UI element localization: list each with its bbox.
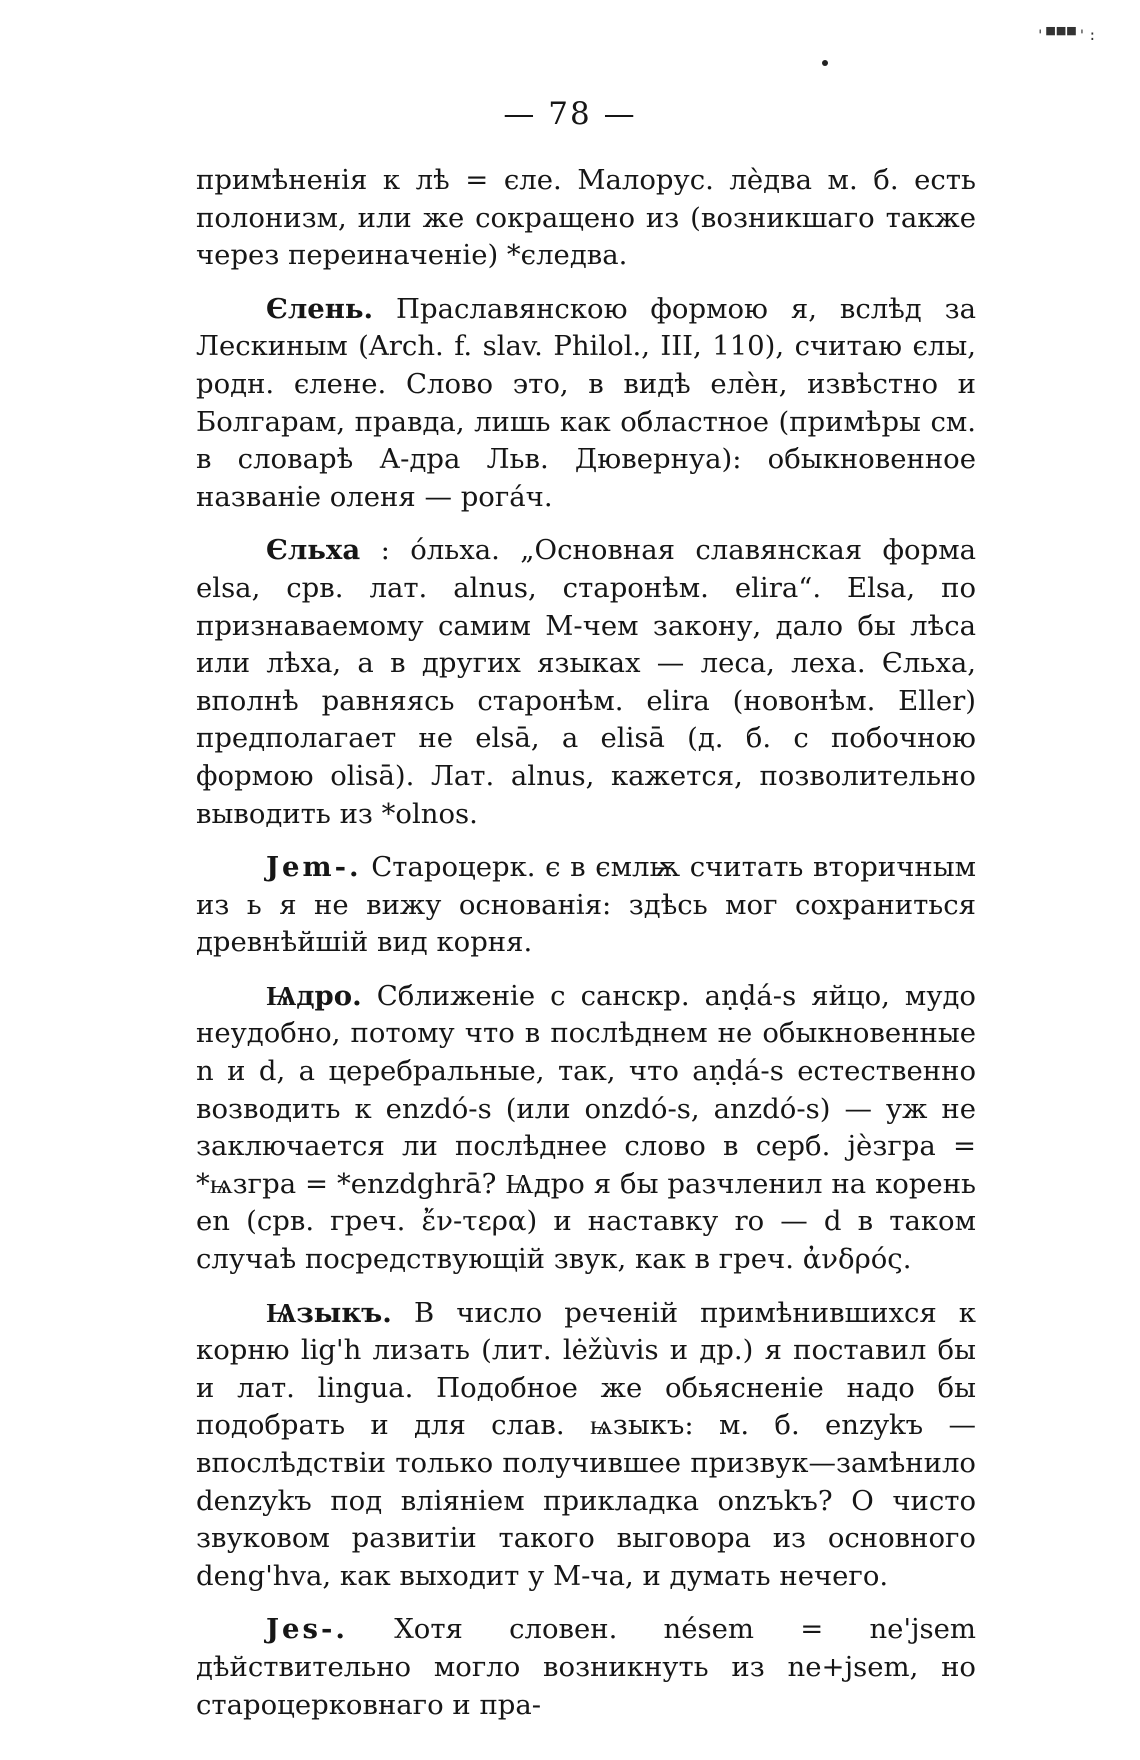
entry-elkha	[196, 532, 976, 833]
entry-text: Хотя словен. nésem = ne'jsem дѣйствительно могло возникнуть из ne+jsem, но староцерковнаго и пра-	[196, 1613, 976, 1721]
ink-speck	[822, 60, 828, 66]
entry-text: Сближеніе с санскр. aṇḍá-s яйцо, мудо неудобно, потому что в послѣднем не обыкновенные n и d, а церебральные, так, что aṇḍá-s естественно возводить к enzdó-s (или onzdó-s, anzdó-s) — уж не заключается ли послѣднее слово в серб. jèзгра = *ѩзгра = *enzdghrā? Ѩдро я бы разчленил на корень en (срв. греч. ἔν-τερα) и наставку ro — d в таком случаѣ посредствующій звук, как в греч. ἀνδρός.	[196, 979, 976, 1276]
entry-jazyk	[196, 1295, 976, 1596]
entry-jes	[196, 1611, 976, 1724]
entry-text: Староцерк. є в ємлѭ считать вторичным из ь я не вижу основанія: здѣсь мог сохраниться древнѣйшій вид корня.	[196, 851, 976, 959]
scan-corner-mark: '▀▀▀':	[1036, 28, 1099, 44]
page-body	[196, 162, 976, 1740]
entry-text: В число реченій примѣнившихся к корню lig'h лизать (лит. lėžùvis и др.) я поставил бы и лат. lingua. Подобное же обьясненіе надо бы подобрать и для слав. ѩзыкъ: м. б. enzykъ — впослѣдствіи только получившее призвук—замѣнило denzykъ под вліяніем прикладка onzъkъ? О чисто звуковом развитіи такого выговора из основного deng'hva, как выходит у М-ча, и думать нечего.	[196, 1296, 976, 1592]
entry-text: : óльха. „Основная славянская форма elsa, срв. лат. alnus, старонѣм. elira“. Elsa, по признаваемому самим М-чем закону, дало бы лѣса или лѣха, а в других языках — леса, леха. Єльха, вполнѣ равняясь старонѣм. elira (новонѣм. Eller) предполагает не elsā, а elisā (д. б. с побочною формою olisā). Лат. alnus, кажется, позволительно выводить из *olnos.	[196, 534, 976, 830]
paragraph-continuation	[196, 162, 976, 275]
entry-jem	[196, 849, 976, 962]
entry-elen	[196, 291, 976, 517]
entry-headword: Ѩзыкъ.	[266, 1296, 392, 1329]
entry-text: Праславянскою формою я, вслѣд за Лескиным (Arch. f. slav. Philol., III, 110), считаю єлы, родн. єлене. Слово это, в видѣ елèн, извѣстно и Болгарам, правда, лишь как областное (примѣры см. в словарѣ А-дра Льв. Дювернуа): обыкновенное названіе оленя — рогáч.	[196, 292, 976, 513]
entry-headword: Jem-.	[266, 851, 362, 884]
entry-headword: Jes-.	[266, 1613, 348, 1646]
page-number: — 78 —	[503, 96, 637, 132]
entry-headword: Єльха	[266, 534, 361, 567]
entry-headword: Ѩдро.	[266, 979, 362, 1012]
paragraph-text: примѣненія к лѣ = єле. Малорус. лѐдва м. б. есть полонизм, или же сокращено из (возникшаго также через переиначеніе) *єледва.	[196, 164, 976, 272]
entry-jadro	[196, 978, 976, 1279]
entry-headword: Єлень.	[266, 292, 374, 325]
